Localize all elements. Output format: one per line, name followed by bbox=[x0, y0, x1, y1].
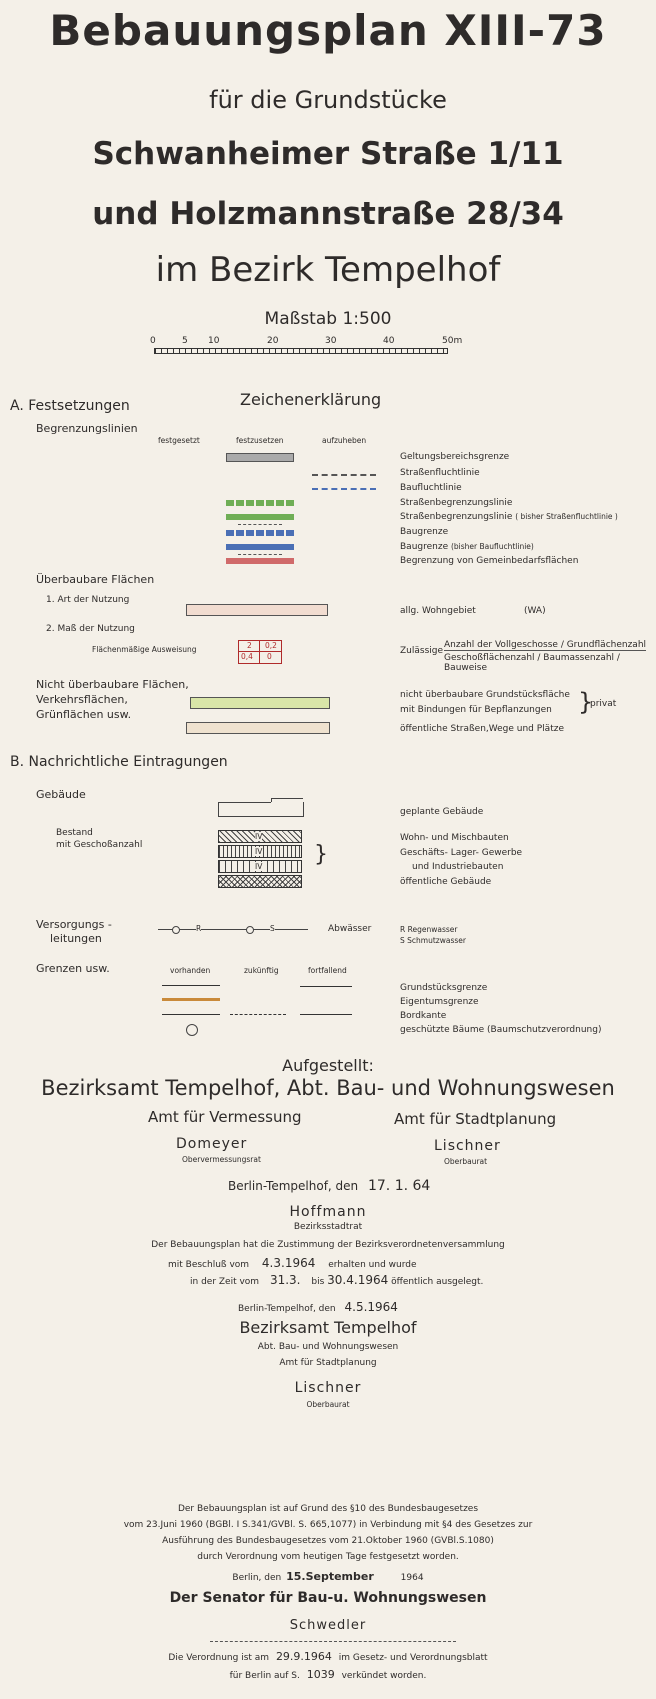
nicht-ueberbaubar-3: Grünflächen usw. bbox=[36, 708, 132, 721]
g-text-2: Eigentumsgrenze bbox=[400, 997, 479, 1007]
g-text-4: geschützte Bäume (Baumschutzverordnung) bbox=[400, 1025, 602, 1035]
box-cell: 0,4 bbox=[241, 652, 253, 661]
scale-tick: 10 bbox=[208, 336, 220, 346]
lischner-top: Lischner bbox=[434, 1138, 501, 1154]
legend-line-4: Straßenbegrenzungslinie bbox=[400, 498, 513, 508]
strassen-symbol bbox=[186, 722, 330, 734]
lischner: Lischner bbox=[294, 1380, 362, 1396]
aufgestellt: Aufgestellt: bbox=[282, 1056, 374, 1075]
lischner-top-rank: Oberbaurat bbox=[444, 1157, 488, 1166]
baugrenze-2-dash bbox=[238, 554, 282, 555]
bestand-industrie-symbol: IV bbox=[218, 860, 302, 873]
schwedler: Schwedler bbox=[289, 1618, 367, 1633]
bepflanzung-symbol bbox=[190, 697, 330, 709]
col-zukuenftig: zukünftig bbox=[244, 966, 279, 975]
section-a-heading: A. Festsetzungen bbox=[10, 398, 130, 414]
gebaeude-label: Gebäude bbox=[36, 788, 86, 801]
domeyer-rank: Obervermessungsrat bbox=[182, 1155, 261, 1164]
district-line: im Bezirk Tempelhof bbox=[155, 250, 501, 290]
legend-line-6: Baugrenze bbox=[400, 527, 449, 537]
scale-tick: 50m bbox=[442, 336, 463, 346]
legend-line-1: Geltungsbereichsgrenze bbox=[400, 452, 510, 462]
scale-tick: 40 bbox=[383, 336, 395, 346]
begrenzungslinien-label: Begrenzungslinien bbox=[36, 422, 138, 435]
brace: } bbox=[578, 688, 594, 716]
nu-text-3: öffentliche Straßen,Wege und Plätze bbox=[400, 724, 564, 734]
grenzen-label: Grenzen usw. bbox=[36, 962, 110, 975]
date2-line: Berlin-Tempelhof, den 4.5.1964 bbox=[238, 1300, 398, 1314]
zustimmung-p1: Der Bebauungsplan hat die Zustimmung der Bezirksverordnetenversammlung bbox=[151, 1240, 505, 1250]
pipe-r-symbol: R bbox=[158, 929, 238, 930]
mass-label: 2. Maß der Nutzung bbox=[46, 624, 135, 634]
authority: Bezirksamt Tempelhof, Abt. Bau- und Wohnungswesen bbox=[41, 1076, 615, 1100]
tree-icon bbox=[186, 1024, 198, 1036]
bestand-brace: } bbox=[314, 842, 328, 867]
verordnung-1: Die Verordnung ist am 29.9.1964 im Gesetz- und Verordnungsblatt bbox=[168, 1650, 488, 1663]
oberbaurat: Oberbaurat bbox=[306, 1400, 350, 1409]
schmutzwasser: S Schmutzwasser bbox=[400, 936, 466, 945]
domeyer: Domeyer bbox=[176, 1136, 248, 1152]
scale-tick: 0 bbox=[150, 336, 156, 346]
geltungsbereich-symbol bbox=[226, 453, 294, 462]
col-fortfallend: fortfallend bbox=[308, 966, 347, 975]
date-line: Berlin-Tempelhof, den 17. 1. 64 bbox=[228, 1178, 431, 1194]
legend-title: Zeichenerklärung bbox=[240, 390, 382, 409]
zustimmung-p2: mit Beschluß vom 4.3.1964 erhalten und wurde bbox=[168, 1256, 417, 1270]
decree-5: Berlin, den 15.September 1964 bbox=[232, 1570, 424, 1583]
amt: Amt für Stadtplanung bbox=[279, 1358, 377, 1368]
wohngebiet-symbol bbox=[186, 604, 328, 616]
box-cell: 0,2 bbox=[265, 641, 277, 650]
versorgung-label-1: Versorgungs - bbox=[36, 918, 112, 931]
verordnung-2: für Berlin auf S. 1039 verkündet worden. bbox=[229, 1668, 427, 1681]
geplante-symbol bbox=[218, 802, 304, 817]
decree-4: durch Verordnung vom heutigen Tage festgesetzt worden. bbox=[197, 1552, 459, 1562]
bordkante-symbol bbox=[162, 1014, 220, 1015]
decree-3: Ausführung des Bundesbaugesetzes vom 21.Oktober 1960 (GVBl.S.1080) bbox=[162, 1536, 494, 1546]
legend-line-5: Straßenbegrenzungslinie ( bisher Straßenfluchtlinie ) bbox=[400, 512, 618, 522]
strassenbegrenzung-2-symbol bbox=[226, 514, 294, 520]
zulaessige-line2: Geschoßflächenzahl / Baumassenzahl / Bauweise bbox=[444, 653, 620, 673]
regenwasser: R Regenwasser bbox=[400, 925, 458, 934]
b-text-2: Geschäfts- Lager- Gewerbe bbox=[400, 848, 523, 858]
nu-privat: privat bbox=[590, 699, 617, 709]
bordkante-fortfallend bbox=[300, 1014, 352, 1015]
bestand-oeffentlich-symbol bbox=[218, 875, 302, 888]
legend-line-8: Begrenzung von Gemeinbedarfsflächen bbox=[400, 556, 579, 566]
box-cell: 2 bbox=[247, 641, 252, 650]
zustimmung-p3: in der Zeit vom 31.3. bis 30.4.1964 öffentlich ausgelegt. bbox=[190, 1273, 484, 1287]
hoffmann: Hoffmann bbox=[289, 1204, 367, 1220]
wa-text: (WA) bbox=[524, 606, 546, 616]
legend-line-2: Straßenfluchtlinie bbox=[400, 468, 480, 478]
street-line-1: Schwanheimer Straße 1/11 bbox=[92, 136, 564, 172]
decree-1: Der Bebauungsplan ist auf Grund des §10 des Bundesbaugesetzes bbox=[177, 1504, 479, 1514]
grundstuecksgrenze-symbol bbox=[162, 985, 220, 986]
baugrenze-symbol bbox=[226, 530, 294, 536]
section-b-heading: B. Nachrichtliche Eintragungen bbox=[10, 754, 228, 770]
bestand-wohn-symbol: IV bbox=[218, 830, 302, 843]
col-festgesetzt: festgesetzt bbox=[158, 436, 200, 445]
strassenbegrenzung-symbol bbox=[226, 500, 294, 506]
nicht-ueberbaubar-2: Verkehrsflächen, bbox=[36, 693, 128, 706]
g-text-3: Bordkante bbox=[400, 1011, 447, 1021]
scale-label: Maßstab 1:500 bbox=[264, 309, 392, 329]
scale-tick: 5 bbox=[182, 336, 188, 346]
pipe-s-symbol: S bbox=[228, 929, 308, 930]
bezirksstadtrat: Bezirksstadtrat bbox=[293, 1222, 363, 1232]
box-cell: 0 bbox=[267, 652, 272, 661]
abwaesser-label: Abwässer bbox=[328, 924, 372, 934]
g-text-1: Grundstücksgrenze bbox=[400, 983, 488, 993]
col-festzusetzen: festzusetzen bbox=[236, 436, 284, 445]
eigentumsgrenze-symbol bbox=[162, 998, 220, 1001]
zulaessige-label: Zulässige bbox=[400, 646, 444, 656]
legend-line-3: Baufluchtlinie bbox=[400, 483, 462, 493]
bestand-label: Bestand bbox=[56, 828, 93, 838]
bordkante-zukuenftig bbox=[230, 1014, 286, 1015]
wohngebiet-text: allg. Wohngebiet bbox=[400, 606, 476, 616]
bestand-gewerbe-symbol: IV bbox=[218, 845, 302, 858]
senator: Der Senator für Bau-u. Wohnungswesen bbox=[169, 1590, 487, 1606]
b-text-4: öffentliche Gebäude bbox=[400, 877, 492, 887]
strassenflucht-symbol bbox=[312, 474, 376, 476]
nicht-ueberbaubar-label: Nicht überbaubare Flächen, bbox=[36, 678, 189, 691]
zulaessige-line1: Anzahl der Vollgeschosse / Grundflächenzahl bbox=[444, 640, 647, 650]
decree-2: vom 23.Juni 1960 (BGBl. I S.341/GVBl. S. 665,1077) in Verbindung mit §4 des Gesetzes zur bbox=[123, 1520, 533, 1530]
signature-line bbox=[210, 1641, 456, 1642]
scale-tick: 30 bbox=[325, 336, 337, 346]
b-text-3: und Industriebauten bbox=[412, 862, 504, 872]
abt: Abt. Bau- und Wohnungswesen bbox=[257, 1342, 399, 1352]
subtitle-line: für die Grundstücke bbox=[209, 86, 447, 114]
bezirksamt: Bezirksamt Tempelhof bbox=[239, 1318, 417, 1337]
scale-tick: 20 bbox=[267, 336, 279, 346]
geplante-text: geplante Gebäude bbox=[400, 807, 484, 817]
nu-text-2: mit Bindungen für Bepflanzungen bbox=[400, 705, 552, 715]
baugrenze-2-symbol bbox=[226, 544, 294, 550]
amt-vermessung: Amt für Vermessung bbox=[148, 1108, 302, 1126]
nutzung-box bbox=[238, 640, 282, 664]
art-label: 1. Art der Nutzung bbox=[46, 595, 130, 605]
b-text-1: Wohn- und Mischbauten bbox=[400, 833, 509, 843]
legend-line-7: Baugrenze (bisher Baufluchtlinie) bbox=[400, 542, 534, 552]
scale-bar bbox=[150, 336, 463, 352]
street-line-2: und Holzmannstraße 28/34 bbox=[92, 196, 564, 232]
gemeinbedarf-symbol bbox=[226, 558, 294, 564]
geschossanzahl-label: mit Geschoßanzahl bbox=[56, 840, 143, 850]
amt-stadtplanung: Amt für Stadtplanung bbox=[394, 1110, 557, 1128]
plan-title: Bebauungsplan XIII-73 bbox=[49, 6, 607, 55]
nu-text-1: nicht überbaubare Grundstücksfläche bbox=[400, 690, 570, 700]
col-vorhanden: vorhanden bbox=[170, 966, 211, 975]
col-aufzuheben: aufzuheben bbox=[322, 436, 367, 445]
versorgung-label-2: leitungen bbox=[50, 932, 102, 945]
flaechenmaessig-label: Flächenmäßige Ausweisung bbox=[92, 645, 197, 654]
strassenbegrenzung-2-dash bbox=[238, 524, 282, 525]
ueberbaubare-label: Überbaubare Flächen bbox=[36, 573, 155, 586]
bauflucht-symbol bbox=[312, 488, 376, 490]
fortfallend-grundstueck bbox=[300, 986, 352, 987]
